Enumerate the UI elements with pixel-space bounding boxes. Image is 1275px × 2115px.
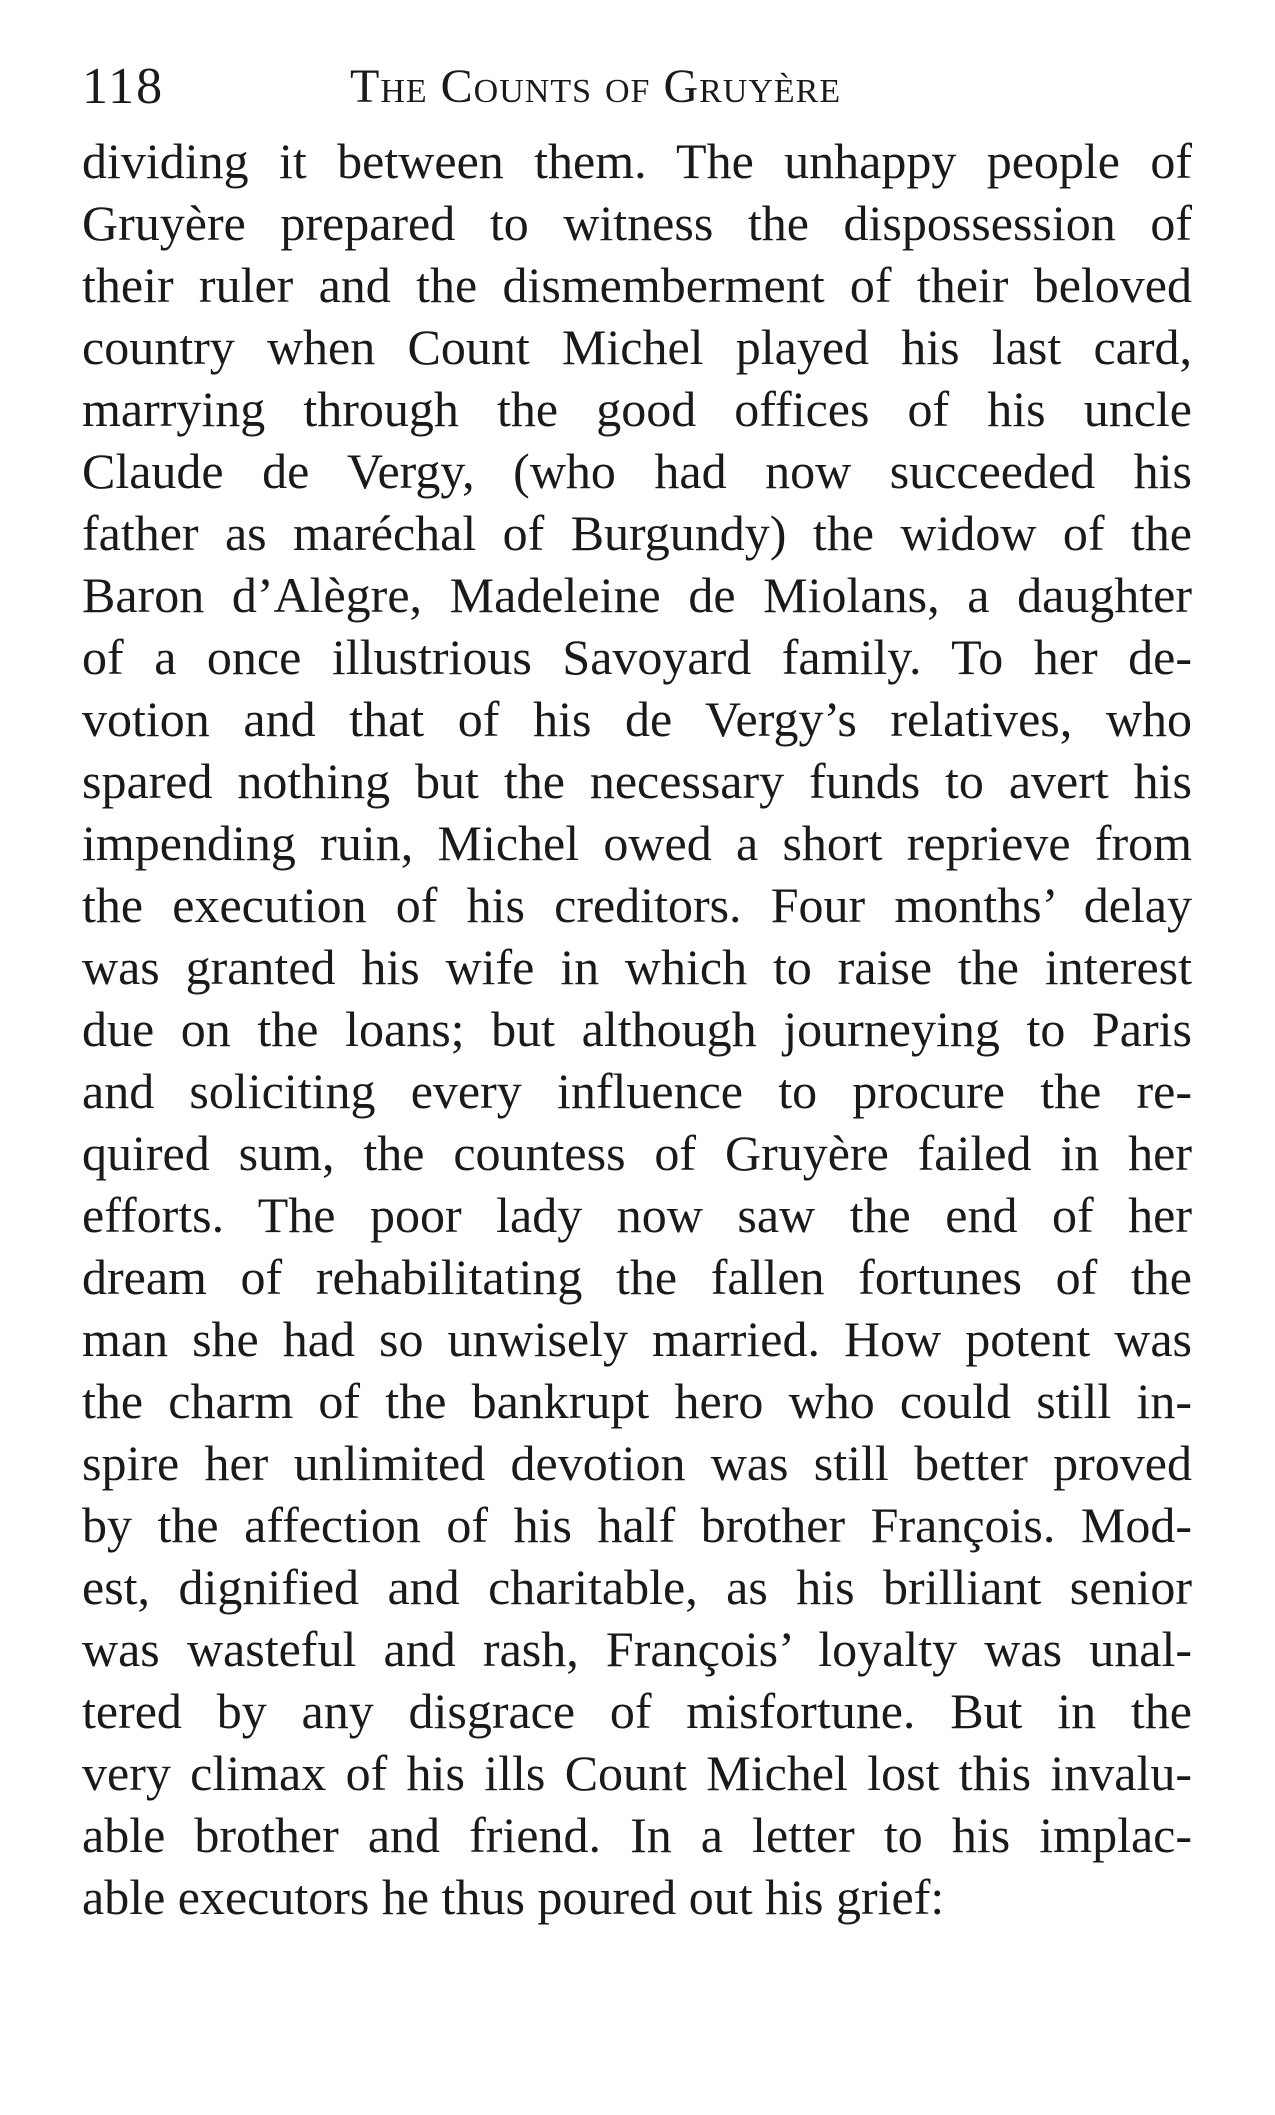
text-line: spire her unlimited devotion was still better proved [82,1435,1192,1491]
text-line: Baron d’Alègre, Madeleine de Miolans, a daughter [82,567,1192,623]
text-line: of a once illustrious Savoyard family. To her de- [82,629,1192,685]
text-line: impending ruin, Michel owed a short reprieve from [82,815,1192,871]
text-line: est, dignified and charitable, as his brilliant senior [82,1559,1192,1615]
body-text [82,130,1192,1928]
text-line: country when Count Michel played his last card, [82,319,1192,375]
text-line: by the affection of his half brother François. Mod- [82,1497,1192,1553]
text-line: dream of rehabilitating the fallen fortunes of the [82,1249,1192,1305]
text-line: was wasteful and rash, François’ loyalty was unal- [82,1621,1192,1677]
page-header [82,52,1192,122]
text-line: Claude de Vergy, (who had now succeeded his [82,443,1192,499]
text-line: father as maréchal of Burgundy) the widow of the [82,505,1192,561]
text-line: able brother and friend. In a letter to his implac- [82,1807,1192,1863]
text-line: Gruyère prepared to witness the dispossession of [82,195,1192,251]
text-line: marrying through the good offices of his uncle [82,381,1192,437]
text-line: and soliciting every influence to procure the re- [82,1063,1192,1119]
text-line: due on the loans; but although journeying to Paris [82,1001,1192,1057]
text-line: quired sum, the countess of Gruyère failed in her [82,1125,1192,1181]
text-line: votion and that of his de Vergy’s relatives, who [82,691,1192,747]
text-line: tered by any disgrace of misfortune. But in the [82,1683,1192,1739]
text-line: was granted his wife in which to raise the interest [82,939,1192,995]
text-line: the charm of the bankrupt hero who could still in- [82,1373,1192,1429]
text-line: very climax of his ills Count Michel lost this invalu- [82,1745,1192,1801]
text-line: the execution of his creditors. Four months’ delay [82,877,1192,933]
text-line: dividing it between them. The unhappy people of [82,133,1192,189]
running-head: The Counts of Gruyère [350,60,842,113]
text-line: spared nothing but the necessary funds to avert his [82,753,1192,809]
text-line: efforts. The poor lady now saw the end of her [82,1187,1192,1243]
text-line: their ruler and the dismemberment of their beloved [82,257,1192,313]
text-line: man she had so unwisely married. How potent was [82,1311,1192,1367]
text-line: able executors he thus poured out his grief: [82,1869,945,1925]
page-number: 118 [82,58,165,115]
